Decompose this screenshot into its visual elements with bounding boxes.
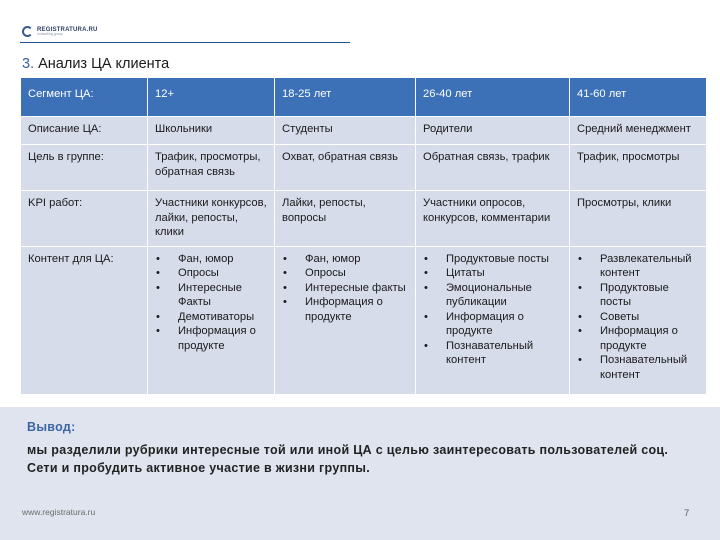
list-item: • Интересные Факты xyxy=(155,281,268,310)
page-number: 7 xyxy=(684,508,690,519)
slide-title-number: 3. xyxy=(22,56,35,72)
content-list-cell xyxy=(148,246,275,394)
content-list-cell xyxy=(570,246,707,394)
list-item: • Информация о продукте xyxy=(282,295,409,324)
logo-icon xyxy=(22,26,33,37)
header-cell: 41-60 лет xyxy=(570,78,707,117)
logo-tagline: consulting group xyxy=(37,31,63,36)
list-item: • Цитаты xyxy=(423,266,563,281)
list-item: • Познавательный контент xyxy=(577,353,700,382)
table-cell: Средний менеджмент xyxy=(570,117,707,145)
row-label: Контент для ЦА: xyxy=(21,246,148,394)
bullet-list xyxy=(155,252,268,354)
list-item: • Советы xyxy=(577,310,700,325)
table-cell: Школьники xyxy=(148,117,275,145)
list-item: • Продуктовые посты xyxy=(577,281,700,310)
header-cell: 18-25 лет xyxy=(275,78,416,117)
slide-title-text: Анализ ЦА клиента xyxy=(38,56,170,72)
list-item: • Продуктовые посты xyxy=(423,252,563,267)
bullet-list xyxy=(423,252,563,368)
table-row xyxy=(21,191,707,247)
content-list-cell xyxy=(416,246,570,394)
bullet-list xyxy=(282,252,409,325)
row-label: Цель в группе: xyxy=(21,145,148,191)
list-item: • Информация о продукте xyxy=(155,324,268,353)
table-header-row xyxy=(21,78,707,117)
header-cell: 12+ xyxy=(148,78,275,117)
header-cell: 26-40 лет xyxy=(416,78,570,117)
row-label: Описание ЦА: xyxy=(21,117,148,145)
audience-table xyxy=(20,77,707,395)
list-item: • Интересные факты xyxy=(282,281,409,296)
list-item: • Опросы xyxy=(155,266,268,281)
table-cell: Обратная связь, трафик xyxy=(416,145,570,191)
table-cell: Просмотры, клики xyxy=(570,191,707,247)
list-item: • Информация о продукте xyxy=(577,324,700,353)
table-cell: Родители xyxy=(416,117,570,145)
list-item: • Эмоциональные публикации xyxy=(423,281,563,310)
table-cell: Участники конкурсов, лайки, репосты, клики xyxy=(148,191,275,247)
content-list-cell xyxy=(275,246,416,394)
footer-link[interactable]: www.registratura.ru xyxy=(22,507,96,517)
list-item: • Познавательный контент xyxy=(423,339,563,368)
list-item: • Фан, юмор xyxy=(282,252,409,267)
table-row xyxy=(21,117,707,145)
conclusion-title: Вывод: xyxy=(27,420,76,434)
list-item: • Развлекательный контент xyxy=(577,252,700,281)
bullet-list xyxy=(577,252,700,383)
header-divider xyxy=(20,42,350,43)
table-row xyxy=(21,145,707,191)
list-item: • Информация о продукте xyxy=(423,310,563,339)
list-item: • Опросы xyxy=(282,266,409,281)
list-item: • Демотиваторы xyxy=(155,310,268,325)
table-cell: Лайки, репосты, вопросы xyxy=(275,191,416,247)
table-row xyxy=(21,246,707,394)
table-cell: Участники опросов, конкурсов, комментарии xyxy=(416,191,570,247)
row-label: KPI работ: xyxy=(21,191,148,247)
table-cell: Трафик, просмотры xyxy=(570,145,707,191)
logo-name: REGISTRATURA.RU xyxy=(37,26,98,33)
list-item: • Фан, юмор xyxy=(155,252,268,267)
conclusion-text: мы разделили рубрики интересные той или иной ЦА с целью заинтересовать пользователей соц. Сети и пробудить активное участие в жизни группы. xyxy=(27,443,669,475)
table-cell: Охват, обратная связь xyxy=(275,145,416,191)
table-cell: Студенты xyxy=(275,117,416,145)
slide-title xyxy=(22,56,169,72)
table-cell: Трафик, просмотры, обратная связь xyxy=(148,145,275,191)
header-cell: Сегмент ЦА: xyxy=(21,78,148,117)
company-logo xyxy=(22,26,98,37)
